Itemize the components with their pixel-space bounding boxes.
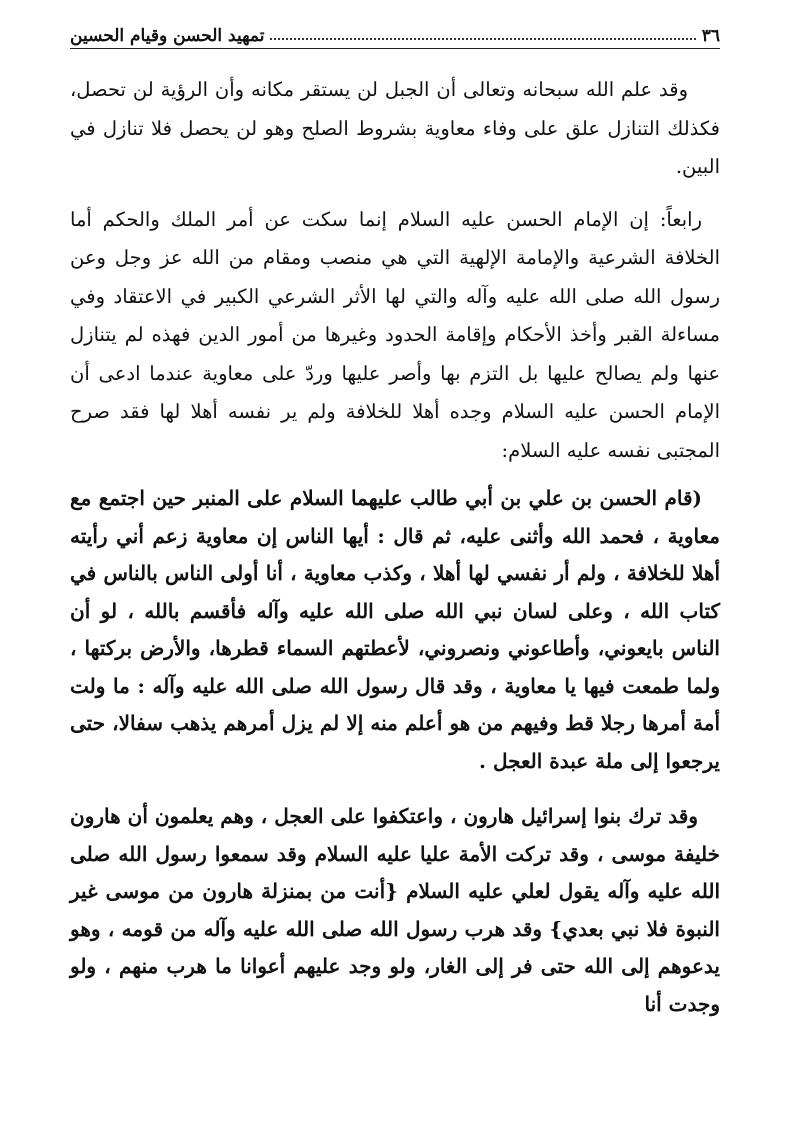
paragraph-harun: وقد ترك بنوا إسرائيل هارون ، واعتكفوا على العجل ، وهم يعلمون أن هارون خليفة موسى ، وقد تركت الأمة عليا عليه السلام وقد سمعوا رسول الله صلى الله عليه وآله يقول لعلي عليه السلام {أنت من بمنزلة هارون من موسى غير النبوة فلا نبي بعدي} وقد هرب رسول الله صلى الله عليه وآله من قومه ، وهو يدعوهم إلى الله حتى فر إلى الغار، ولو وجد عليهم أعوانا ما هرب منهم ، ولو وجدت أنا [70,804,720,1016]
paragraph-mountain: وقد علم الله سبحانه وتعالى أن الجبل لن يستقر مكانه وأن الرؤية لن تحصل، فكذلك التنازل علق على وفاء معاوية بشروط الصلح وهو لن يحصل فلا تنازل في البين. [70,78,720,178]
header-dot-leader [270,38,695,40]
page-header [70,18,720,49]
running-title: تمهيد الحسن وقيام الحسين [70,26,265,46]
quoted-sermon: (قام الحسن بن علي بن أبي طالب عليهما السلام على المنبر حين اجتمع مع معاوية ، فحمد الله وأثنى عليه، ثم قال : أيها الناس إن معاوية زعم أني رأيته أهلا للخلافة ، ولم أر نفسي لها أهلا ، وكذب معاوية ، أنا أولى الناس بالناس في كتاب الله ، وعلى لسان نبي الله صلى الله عليه وآله فأقسم بالله ، لو أن الناس بايعوني، وأطاعوني ونصروني، لأعطتهم السماء قطرها، والأرض بركتها ، ولما طمعت فيها يا معاوية ، وقد قال رسول الله صلى الله عليه وآله : ما ولت أمة أمرها رجلا قط وفيهم من هو أعلم منه إلا لم يزل أمرهم يذهب سفالا، حتى يرجعوا إلى ملة عبدة العجل . [70,486,720,773]
paragraph-fourth-point: رابعاً: إن الإمام الحسن عليه السلام إنما سكت عن أمر الملك والحكم أما الخلافة الشرعية والإمامة الإلهية التي هي منصب ومقام من الله عز وجل وعن رسول الله صلى الله عليه وآله والتي لها الأثر الشرعي الكبير في الاعتقاد وفي مساءلة القبر وأخذ الأحكام وإقامة الحدود وغيرها من أمور الدين فهذه لم يتنازل عنها ولم يصالح عليها بل التزم بها وأصر عليها وردّ على معاوية عندما ادعى أن الإمام الحسن عليه السلام وجده أهلا للخلافة ولم ير نفسه أهلا لها فقد صرح المجتبى نفسه عليه السلام: [70,207,720,462]
page-number: ٣٦ [701,26,720,46]
book-page [70,18,720,1023]
